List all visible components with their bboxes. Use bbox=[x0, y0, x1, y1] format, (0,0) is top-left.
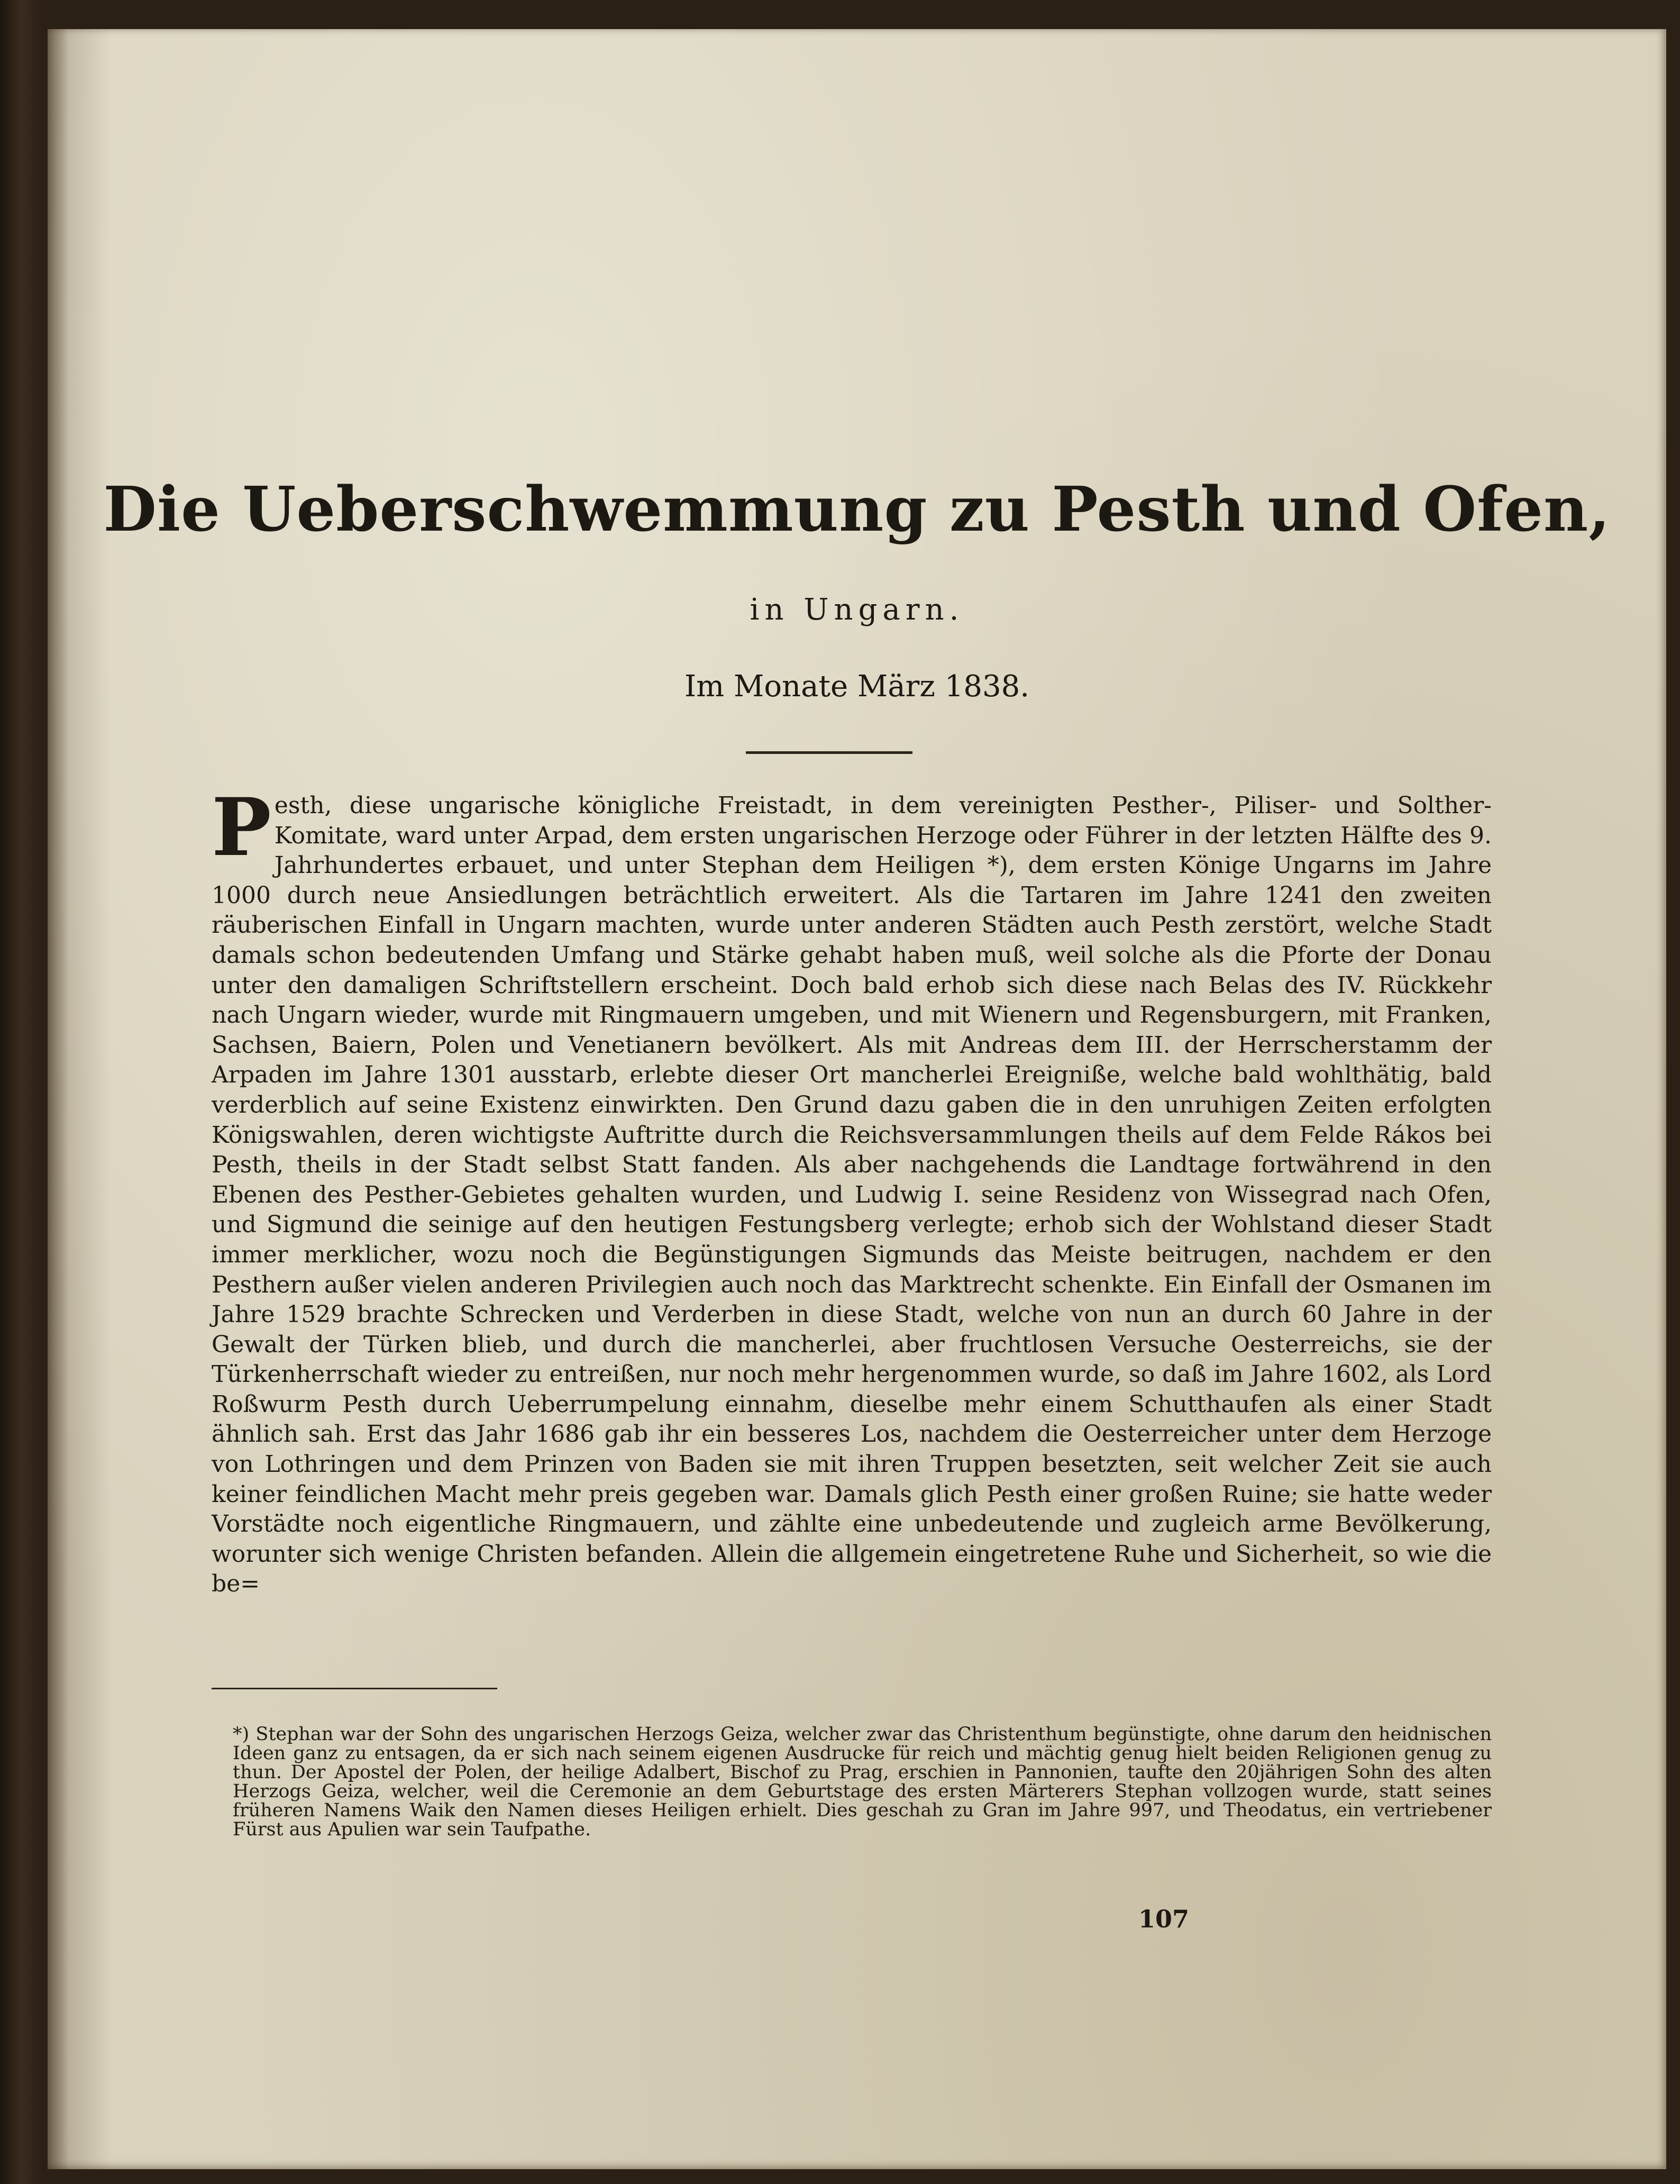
page-number: 107 bbox=[1138, 1905, 1190, 1933]
article-title: Die Ueberschwemmung zu Pesth und Ofen, bbox=[103, 474, 1611, 545]
book-page bbox=[48, 29, 1666, 2169]
article-dateline: Im Monate März 1838. bbox=[684, 669, 1030, 704]
body-paragraph bbox=[212, 781, 1492, 1599]
footnote: *) Stephan war der Sohn des ungarischen Herzogs Geiza, welcher zwar das Christenthum begünstigte, ohne darum den heidnischen Ideen ganz zu entsagen, da er sich nach seinem eigenen Ausdrucke für reich und mächtig genug hielt beiden Religionen genug zu thun. Der Apostel der Polen, der heilige Adalbert, Bischof zu Prag, erschien in Pannonien, taufte den 20jährigen Sohn des alten Herzogs Geiza, welcher, weil die Ceremonie an dem Geburtstage des ersten Märterers Stephan vollzogen wurde, statt seines früheren Namens Waik den Namen dieses Heiligen erhielt. Dies geschah zu Gran im Jahre 997, und Theodatus, ein vertriebener Fürst aus Apulien war sein Taufpathe. bbox=[233, 1724, 1492, 1840]
drop-cap: P bbox=[212, 781, 271, 874]
article-subtitle: in Ungarn. bbox=[750, 593, 964, 627]
footnote-divider bbox=[212, 1688, 497, 1689]
page-gutter-shadow bbox=[48, 29, 69, 2169]
title-divider bbox=[746, 751, 912, 754]
body-text: esth, diese ungarische königliche Freistadt, in dem vereinigten Pesther-, Piliser- und Solther-Komitate, ward unter Arpad, dem ersten ungarischen Herzoge oder Führer in der letzten Hälfte des 9. Jahrhundertes erbauet, und unter Stephan dem Heiligen *), dem ersten Könige Ungarns im Jahre 1000 durch neue Ansiedlungen beträchtlich erweitert. Als die Tartaren im Jahre 1241 den zweiten räuberischen Einfall in Ungarn machten, wurde unter anderen Städten auch Pesth zerstört, welche Stadt damals schon bedeutenden Umfang und Stärke gehabt haben muß, weil solche als die Pforte der Donau unter den damaligen Schriftstellern erscheint. Doch bald erhob sich diese nach Belas des IV. Rückkehr nach Ungarn wieder, wurde mit Ringmauern umgeben, und mit Wienern und Regensburgern, mit Franken, Sachsen, Baiern, Polen und Venetianern bevölkert. Als mit Andreas dem III. der Herrscherstamm der Arpaden im Jahre 1301 ausstarb, erlebte dieser Ort mancherlei Ereigniße, welche bald wohlthätig, bald verderblich auf seine Existenz einwirkten. Den Grund dazu gaben die in den unruhigen Zeiten erfolgten Königswahlen, deren wichtigste Auftritte durch die Reichsversammlungen theils auf dem Felde Rákos bei Pesth, theils in der Stadt selbst Statt fanden. Als aber nachgehends die Landtage fortwährend in den Ebenen des Pesther-Gebietes gehalten wurden, und Ludwig I. seine Residenz von Wissegrad nach Ofen, und Sigmund die seinige auf den heutigen Festungsberg verlegte; erhob sich der Wohlstand dieser Stadt immer merklicher, wozu noch die Begünstigungen Sigmunds das Meiste beitrugen, nachdem er den Pesthern außer vielen anderen Privilegien auch noch das Marktrecht schenkte. Ein Einfall der Osmanen im Jahre 1529 brachte Schrecken und Verderben in diese Stadt, welche von nun an durch 60 Jahre in der Gewalt der Türken blieb, und durch die mancherlei, aber fruchtlosen Versuche Oesterreichs, sie der Türkenherrschaft wieder zu entreißen, nur noch mehr hergenommen wurde, so daß im Jahre 1602, als Lord Roßwurm Pesth durch Ueberrumpelung einnahm, dieselbe mehr einem Schutthaufen als einer Stadt ähnlich sah. Erst das Jahr 1686 gab ihr ein besseres Los, nachdem die Oesterreicher unter dem Herzoge von Lothringen und dem Prinzen von Baden sie mit ihren Truppen besetzten, seit welcher Zeit sie auch keiner feindlichen Macht mehr preis gegeben war. Damals glich Pesth einer großen Ruine; sie hatte weder Vorstädte noch eigentliche Ringmauern, und zählte eine unbedeutende und zugleich arme Bevölkerung, worunter sich wenige Christen befanden. Allein die allgemein eingetretene Ruhe und Sicherheit, so wie die be= bbox=[212, 792, 1492, 1598]
